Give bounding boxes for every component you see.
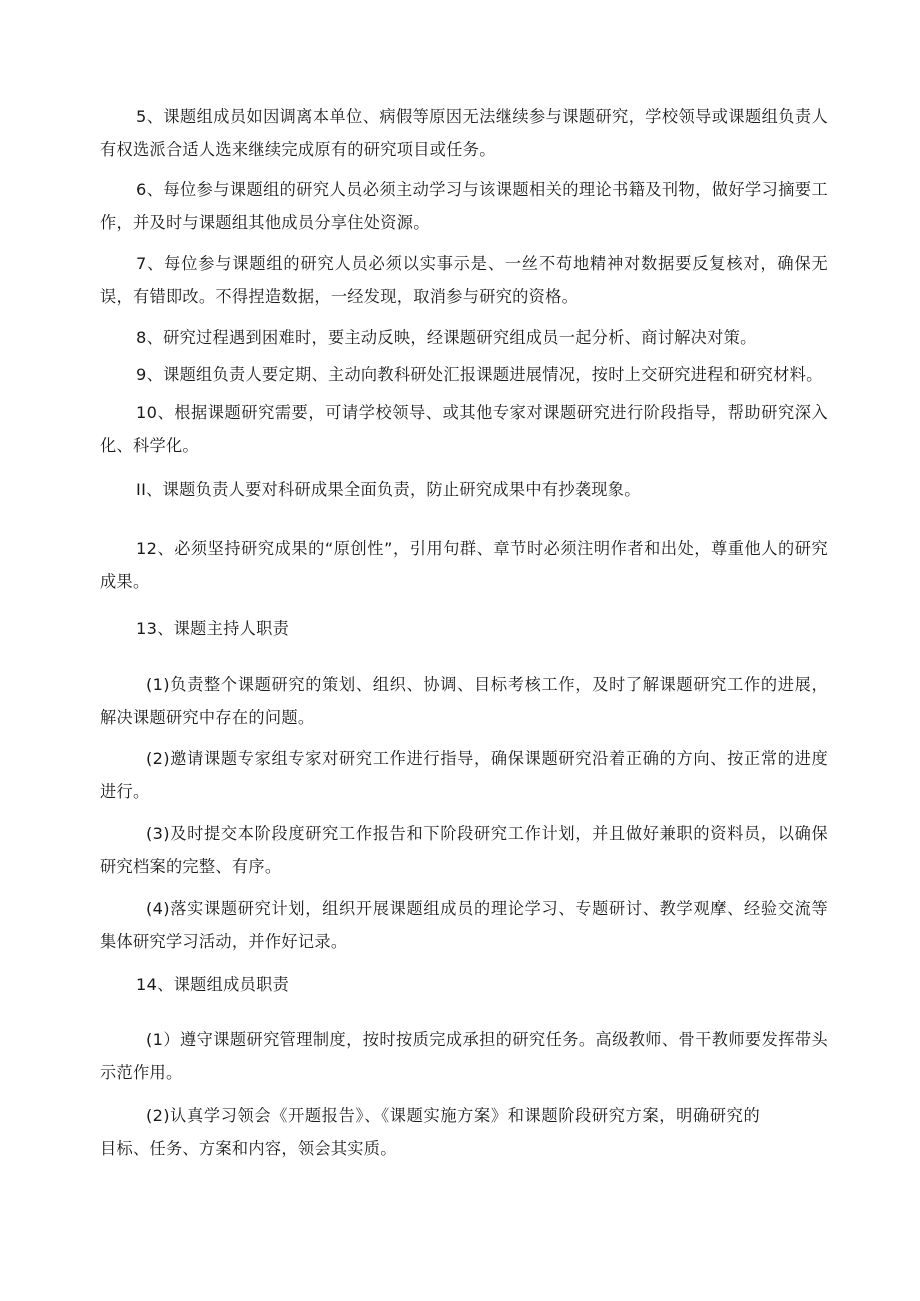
paragraph-item-7: 7、每位参与课题组的研究人员必须以实事示是、一丝不苟地精神对数据要反复核对，确保无误，有错即改。不得捏造数据，一经发现，取消参与研究的资格。 (100, 254, 828, 306)
paragraph-item-9: 9、课题组负责人要定期、主动向教科研处汇报课题进展情况，按时上交研究进程和研究材料。 (136, 365, 823, 384)
paragraph-item-10: 10、根据课题研究需要，可请学校领导、或其他专家对课题研究进行阶段指导，帮助研究深入化、科学化。 (100, 403, 828, 455)
paragraph-item-11: II、课题负责人要对科研成果全面负责，防止研究成果中有抄袭现象。 (136, 480, 641, 499)
duty-item-13-1: (1)负责整个课题研究的策划、组织、协调、目标考核工作，及时了解课题研究工作的进展，解决课题研究中存在的问题。 (100, 675, 828, 727)
paragraph-item-6: 6、每位参与课题组的研究人员必须主动学习与该课题相关的理论书籍及刊物，做好学习摘要工作，并及时与课题组其他成员分享住处资源。 (100, 180, 828, 232)
duty-item-14-1: (1）遵守课题研究管理制度，按时按质完成承担的研究任务。高级教师、骨干教师要发挥带头示范作用。 (100, 1030, 828, 1082)
duty-item-13-4: (4)落实课题研究计划，组织开展课题组成员的理论学习、专题研讨、教学观摩、经验交流等集体研究学习活动，并作好记录。 (100, 899, 828, 951)
duty-item-13-3: (3)及时提交本阶段度研究工作报告和下阶段研究工作计划，并且做好兼职的资料员，以确保研究档案的完整、有序。 (100, 824, 828, 876)
section-heading-13: 13、课题主持人职责 (136, 619, 290, 638)
duty-item-13-2: (2)邀请课题专家组专家对研究工作进行指导，确保课题研究沿着正确的方向、按正常的进度进行。 (100, 749, 828, 801)
paragraph-item-5: 5、课题组成员如因调离本单位、病假等原因无法继续参与课题研究，学校领导或课题组负责人有权选派合适人选来继续完成原有的研究项目或任务。 (100, 107, 828, 159)
duty-item-14-2: (2)认真学习领会《开题报告》、《课题实施方案》和课题阶段研究方案，明确研究的目标、任务、方案和内容，领会其实质。 (100, 1106, 760, 1158)
section-heading-14: 14、课题组成员职责 (136, 975, 290, 994)
paragraph-item-12: 12、必须坚持研究成果的“原创性”，引用句群、章节时必须注明作者和出处，尊重他人的研究成果。 (100, 539, 828, 591)
paragraph-item-8: 8、研究过程遇到困难时，要主动反映，经课题研究组成员一起分析、商讨解决对策。 (136, 328, 757, 347)
